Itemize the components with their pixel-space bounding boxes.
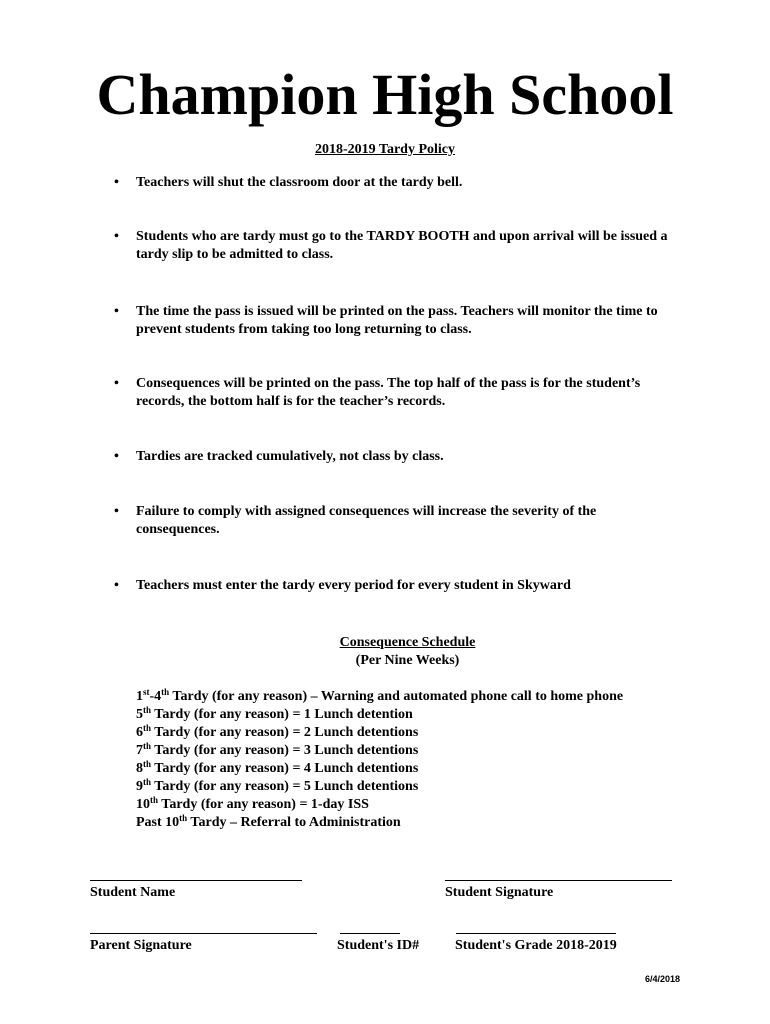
student-name-label: Student Name	[90, 885, 176, 900]
consequence-text: Tardy (for any reason) = 1-day ISS	[158, 797, 369, 812]
student-grade-label: Student's Grade 2018-2019	[455, 938, 617, 953]
consequence-text: Tardy (for any reason) = 3 Lunch detentions	[151, 743, 419, 758]
bullet-marker: •	[114, 304, 119, 319]
document-date: 6/4/2018	[644, 974, 680, 984]
policy-item-consequences-pass: Consequences will be printed on the pass. The top half of the pass is for the student’s records, the bottom half is for the teacher’s records.	[136, 376, 641, 409]
consequence-text: Tardy (for any reason) = 5 Lunch detentions	[151, 779, 419, 794]
ordinal-suffix: th	[143, 723, 152, 733]
ordinal-suffix: th	[143, 759, 152, 769]
student-signature-line[interactable]	[445, 880, 672, 881]
student-signature-label: Student Signature	[445, 885, 554, 900]
schedule-heading: Consequence Schedule	[339, 635, 476, 650]
tardy-number: 5	[136, 707, 143, 722]
student-grade-line[interactable]	[456, 933, 616, 934]
ordinal-suffix: th	[179, 813, 188, 823]
schedule-line-6	[136, 724, 418, 742]
student-name-line[interactable]	[90, 880, 302, 881]
schedule-line-10	[136, 796, 369, 814]
range-dash: -	[149, 689, 155, 704]
policy-subtitle: 2018-2019 Tardy Policy	[314, 142, 455, 157]
tardy-number: 9	[136, 779, 143, 794]
policy-item-pass-time: The time the pass is issued will be printed on the pass. Teachers will monitor the time to prevent students from taking too long returning to class.	[136, 304, 658, 337]
bullet-marker: •	[114, 175, 119, 190]
policy-item-tardy-booth: Students who are tardy must go to the TARDY BOOTH and upon arrival will be issued a tardy slip to be admitted to class.	[136, 229, 668, 262]
tardy-number: 6	[136, 725, 143, 740]
tardy-number: Past 10	[136, 815, 180, 830]
schedule-line-8	[136, 760, 418, 778]
ordinal-suffix: th	[143, 705, 152, 715]
student-id-label: Student's ID#	[337, 938, 420, 953]
policy-item-skyward: Teachers must enter the tardy every period for every student in Skyward	[136, 578, 571, 593]
parent-signature-line[interactable]	[90, 933, 317, 934]
schedule-line-past-10	[136, 814, 401, 832]
tardy-number: 7	[136, 743, 143, 758]
tardy-number: 4	[154, 689, 162, 704]
schedule-subheading: (Per Nine Weeks)	[355, 653, 460, 668]
tardy-number: 10	[136, 797, 150, 812]
policy-item-door: Teachers will shut the classroom door at the tardy bell.	[136, 175, 463, 190]
consequence-text: Tardy – Referral to Administration	[187, 815, 401, 830]
bullet-marker: •	[114, 449, 119, 464]
parent-signature-label: Parent Signature	[90, 938, 192, 953]
bullet-marker: •	[114, 376, 119, 391]
schedule-line-7	[136, 742, 418, 760]
consequence-text: Tardy (for any reason) = 2 Lunch detentions	[151, 725, 419, 740]
ordinal-suffix: th	[161, 687, 170, 697]
schedule-line-9	[136, 778, 418, 796]
student-id-line[interactable]	[340, 933, 400, 934]
document-title: Champion High School	[96, 62, 674, 127]
bullet-marker: •	[114, 229, 119, 244]
ordinal-suffix: st	[143, 687, 150, 697]
tardy-number: 1	[136, 689, 143, 704]
schedule-line-5	[136, 706, 413, 724]
consequence-text: Tardy (for any reason) = 4 Lunch detentions	[151, 761, 419, 776]
bullet-marker: •	[114, 578, 119, 593]
ordinal-suffix: th	[143, 741, 152, 751]
policy-item-cumulative: Tardies are tracked cumulatively, not class by class.	[136, 449, 444, 464]
policy-item-failure-to-comply: Failure to comply with assigned consequences will increase the severity of the consequences.	[136, 504, 597, 537]
tardy-number: 8	[136, 761, 143, 776]
ordinal-suffix: th	[150, 795, 159, 805]
schedule-line-1-4	[136, 688, 623, 706]
consequence-text: Tardy (for any reason) – Warning and automated phone call to home phone	[169, 689, 624, 704]
bullet-marker: •	[114, 504, 119, 519]
consequence-text: Tardy (for any reason) = 1 Lunch detention	[151, 707, 413, 722]
ordinal-suffix: th	[143, 777, 152, 787]
